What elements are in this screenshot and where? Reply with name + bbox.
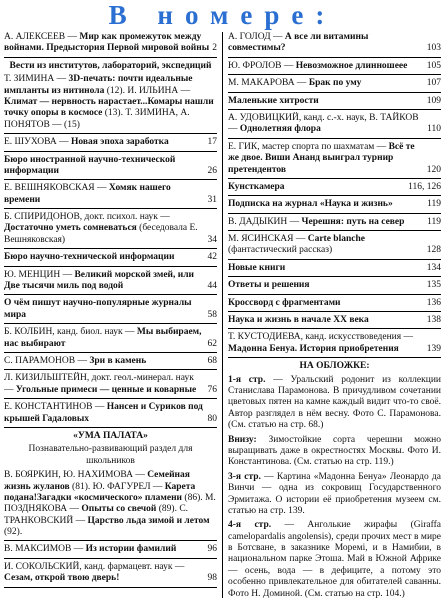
entry-title: Семейная жизнь жуланов bbox=[4, 470, 190, 492]
cover-caption-text: Зимостойкие сорта черешни можно выращивать даже в окрестностях Москвы. Фото И. Константинова. (См. статью на стр. 119.) bbox=[228, 434, 441, 468]
cover-caption-text: — Картина «Мадонна Бенуа» Леонардо да Винчи — одна из сокровищ Государственного Эрмитажа. О истории её приобретения музеем см. статью на стр. 139. bbox=[228, 471, 441, 516]
entry-title: Черешня: путь на север bbox=[301, 216, 405, 227]
entry-page: 96 bbox=[207, 544, 217, 555]
toc-entry bbox=[228, 217, 441, 231]
entry-page: 17 bbox=[207, 137, 217, 148]
entry-title: Карета подана! bbox=[4, 481, 196, 503]
toc-entry bbox=[4, 356, 217, 370]
entry-title: Климат — нервность нарастает... bbox=[4, 96, 148, 107]
entry-note: (13). Т. ЗИМИНА, А. ПОНЯТОВ — bbox=[4, 108, 190, 130]
entry-note: (12). И. ИЛЬИНА — bbox=[104, 85, 191, 96]
entry-author: А. ГОЛОД — bbox=[228, 32, 285, 42]
entry-page: 128 bbox=[426, 245, 441, 256]
entry-title: Комары нашли точку опоры в космосе bbox=[4, 96, 214, 119]
entry-title: Маленькие хитрости bbox=[228, 95, 319, 106]
toc-entry bbox=[4, 470, 217, 541]
cover-caption-text: — Анголькие жирафы (Giraffa camelopardalis angolensis), среди прочих мест в мире в Ботсване, в заказнике Моремі, и в Намибии, в национальном парке Этоша. Май в Южной Африке — осень, вода — в дефиците, а потому это особенно привлекательное для обитателей саванны. Фото Н. Доминой. (См. статью на стр. 104.) bbox=[228, 520, 441, 598]
entry-page: 62 bbox=[207, 338, 217, 349]
entry-title: Однолетняя флора bbox=[239, 124, 321, 135]
entry-author: В. МАКСИМОВ — bbox=[4, 544, 86, 555]
toc-entry bbox=[4, 252, 217, 266]
entry-note: (15) bbox=[64, 119, 80, 130]
entry-title: Новая эпоха заработка bbox=[70, 137, 169, 148]
toc-entry bbox=[228, 32, 441, 58]
entry-author: А. УДОВИЦКИЙ, канд. с.-х. наук, В. ТАЙКОВ — bbox=[228, 112, 419, 135]
entry-title: Наука и жизнь в начале ХХ века bbox=[228, 315, 369, 326]
table-of-contents bbox=[4, 32, 441, 598]
entry-title: Зри в камень bbox=[89, 355, 147, 366]
right-column bbox=[223, 32, 441, 598]
entry-title: Бюро иностранной научно-технической информации bbox=[4, 154, 176, 176]
entry-page: 26 bbox=[207, 165, 217, 176]
entry-title: Мир как промежуток между войнами. Предыстория Первой мировой войны bbox=[4, 32, 210, 54]
toc-entry bbox=[228, 182, 441, 196]
cover-caption-lead: Внизу: bbox=[228, 434, 257, 445]
entry-page: 119 bbox=[427, 199, 441, 210]
entry-note: (89). С. ТРАНКОВСКИЙ — bbox=[4, 504, 189, 526]
entry-title: Кроссворд с фрагментами bbox=[228, 297, 341, 308]
section-subheading: Познавательно-развивающий раздел для школьников bbox=[28, 444, 193, 466]
entry-author: Л. КИЗИЛЬШТЕЙН, докт. геол.-минерал. наук — bbox=[4, 373, 194, 395]
entry-page: 2 bbox=[212, 43, 217, 54]
entry-title: Великий морской змей, или Две тысячи миль под водой bbox=[4, 269, 195, 292]
entry-title: О чём пишут научно-популярные журналы мира bbox=[4, 298, 192, 320]
entry-author: Е. КОНСТАНТИНОВ — bbox=[4, 402, 107, 413]
entry-page: 109 bbox=[426, 95, 441, 106]
toc-entry bbox=[4, 32, 217, 58]
entry-author: Т. КУСТОДИЕВА, канд. искусствоведения — bbox=[228, 332, 413, 343]
cover-caption-lead: 3-я стр. bbox=[228, 471, 261, 482]
entry-title: Опыты со свечой bbox=[81, 504, 157, 515]
entry-page: 116, 126 bbox=[408, 181, 441, 192]
entry-title: Мы выбираем, нас выбирают bbox=[4, 327, 202, 349]
entry-title: Нансен и Суриков под крышей Гадаловых bbox=[4, 402, 203, 424]
toc-entry bbox=[4, 270, 217, 296]
entry-page: 98 bbox=[207, 573, 217, 584]
entry-title: Царство льда зимой и летом bbox=[87, 515, 210, 526]
entry-title: Всё те же двое. Виши Ананд выиграл турнир претендентов bbox=[228, 141, 415, 175]
cover-caption bbox=[228, 472, 441, 518]
toc-entry bbox=[228, 234, 441, 260]
entry-page: 68 bbox=[207, 355, 217, 366]
entry-title: Хомяк нашего времени bbox=[4, 183, 171, 205]
entry-title: Подписка на журнал «Наука и жизнь» bbox=[228, 199, 393, 210]
entry-author: В. ДАДЫКИН — bbox=[228, 216, 302, 227]
entry-author: С. ПАРАМОНОВ — bbox=[4, 355, 90, 366]
entry-page: 58 bbox=[207, 309, 217, 320]
entry-page: 119 bbox=[427, 216, 441, 227]
entry-note: (беседовала Е. Вешняковская) bbox=[4, 223, 198, 245]
entry-page: 138 bbox=[426, 315, 441, 326]
toc-entry bbox=[228, 96, 441, 110]
section-heading: «УМА ПАЛАТА» bbox=[73, 430, 148, 441]
entry-title: Загадки «космического» пламени bbox=[36, 492, 183, 503]
cover-caption bbox=[228, 520, 441, 598]
entry-title: Carte blanche bbox=[307, 234, 365, 245]
toc-entry bbox=[228, 199, 441, 213]
entry-title: Сезам, открой твою дверь! bbox=[4, 573, 120, 584]
entry-note: (фантастический рассказ) bbox=[228, 245, 333, 256]
toc-entry bbox=[4, 373, 217, 399]
toc-entry bbox=[4, 298, 217, 324]
toc-entry bbox=[228, 142, 441, 179]
toc-entry bbox=[228, 263, 441, 277]
toc-entry bbox=[228, 298, 441, 312]
toc-entry bbox=[4, 327, 217, 353]
entry-title: Достаточно уметь сомневаться bbox=[4, 223, 137, 234]
cover-caption bbox=[228, 435, 441, 469]
entry-title: Ответы и решения bbox=[228, 280, 310, 291]
entry-page: 76 bbox=[207, 384, 217, 395]
entry-author: М. МАКАРОВА — bbox=[228, 78, 309, 89]
toc-entry bbox=[4, 402, 217, 428]
entry-page: 134 bbox=[426, 262, 441, 273]
entry-title: Новые книги bbox=[228, 262, 286, 273]
toc-entry bbox=[4, 544, 217, 558]
entry-title: 3D-печать: почти идеальные импланты из нитинола bbox=[4, 74, 193, 96]
issue-banner bbox=[0, 0, 445, 30]
entry-note: (92). bbox=[4, 527, 23, 538]
entry-author: Е. ШУХОВА — bbox=[4, 137, 71, 148]
toc-entry bbox=[228, 78, 441, 92]
entry-title: Из истории фамилий bbox=[85, 544, 177, 555]
entry-title: Мадонна Бенуа. История приобретения bbox=[228, 343, 399, 354]
cover-caption-lead: 4-я стр. bbox=[228, 520, 272, 531]
left-column bbox=[4, 32, 223, 598]
entry-author: М. ЯСИНСКАЯ — bbox=[228, 234, 308, 245]
entry-page: 110 bbox=[427, 124, 441, 135]
toc-entry bbox=[4, 137, 217, 151]
entry-title: Бюро научно-технической информации bbox=[4, 252, 175, 263]
entry-note: (81). Ю. ФАГУРЕЛ — bbox=[69, 481, 165, 492]
entry-page: 136 bbox=[426, 297, 441, 308]
entry-author: А. АЛЕКСЕЕВ — bbox=[4, 32, 80, 42]
entry-author: Е. ВЕШНЯКОВСКАЯ — bbox=[4, 183, 109, 194]
entry-page: 139 bbox=[426, 343, 441, 354]
entry-title: Невозможное длинношеее bbox=[295, 60, 408, 71]
section-heading: Вести из институтов, лабораторий, экспедиций bbox=[9, 60, 212, 71]
entry-title: Кунсткамера bbox=[228, 181, 285, 192]
entry-page: 135 bbox=[426, 280, 441, 291]
entry-author: Е. ГИК, мастер спорта по шахматам — bbox=[228, 141, 389, 152]
entry-title: Угольные примеси — ценные и коварные bbox=[15, 384, 197, 395]
toc-entry bbox=[4, 212, 217, 249]
toc-entry bbox=[4, 155, 217, 181]
entry-page: 105 bbox=[426, 60, 441, 71]
toc-entry bbox=[228, 280, 441, 294]
cover-heading: НА ОБЛОЖКЕ: bbox=[299, 361, 370, 372]
entry-title: А все ли витамины совместимы? bbox=[228, 32, 369, 54]
toc-entry bbox=[228, 61, 441, 75]
toc-entry bbox=[4, 183, 217, 209]
entry-note: (86). М. ПОЗДНЯКОВА — bbox=[4, 492, 216, 515]
entry-page: 120 bbox=[426, 164, 441, 175]
entry-title: Брак по уму bbox=[308, 78, 362, 89]
entry-author: Ю. ФРОЛОВ — bbox=[228, 60, 296, 71]
entry-page: 34 bbox=[207, 234, 217, 245]
entry-author: В. БОЯРКИН, Ю. НАХИМОВА — bbox=[4, 470, 148, 481]
entry-page: 42 bbox=[207, 252, 217, 263]
toc-entry bbox=[4, 74, 217, 134]
toc-entry bbox=[228, 332, 441, 358]
entry-page: 107 bbox=[426, 78, 441, 89]
entry-page: 44 bbox=[207, 281, 217, 292]
entry-page: 31 bbox=[207, 194, 217, 205]
toc-entry bbox=[228, 315, 441, 329]
toc-entry bbox=[4, 562, 217, 588]
page-title: В номере: bbox=[108, 0, 337, 30]
entry-page: 103 bbox=[426, 43, 441, 54]
cover-caption-lead: 1-я стр. bbox=[228, 374, 266, 385]
cover-caption bbox=[228, 375, 441, 432]
entry-author: Б. КОЛБИН, канд. биол. наук — bbox=[4, 327, 137, 338]
toc-entry bbox=[228, 113, 441, 139]
entry-author: Б. СПИРИДОНОВ, докт. психол. наук — bbox=[4, 212, 170, 223]
cover-caption-text: — Уральский родонит из коллекции Станислава Парамонова. В причудливом сочетании цветовых пятен на камне каждый видит что-то своё. Автор разглядел в нём весну. Фото С. Парамонова. (См. статью на стр. 68.) bbox=[228, 374, 441, 431]
entry-author: Т. ЗИМИНА — bbox=[4, 74, 69, 85]
entry-author: Ю. МЕНЦИН — bbox=[4, 269, 75, 280]
entry-author: И. СОКОЛЬСКИЙ, канд. фармацевт. наук — bbox=[4, 561, 185, 572]
entry-page: 80 bbox=[207, 413, 217, 424]
